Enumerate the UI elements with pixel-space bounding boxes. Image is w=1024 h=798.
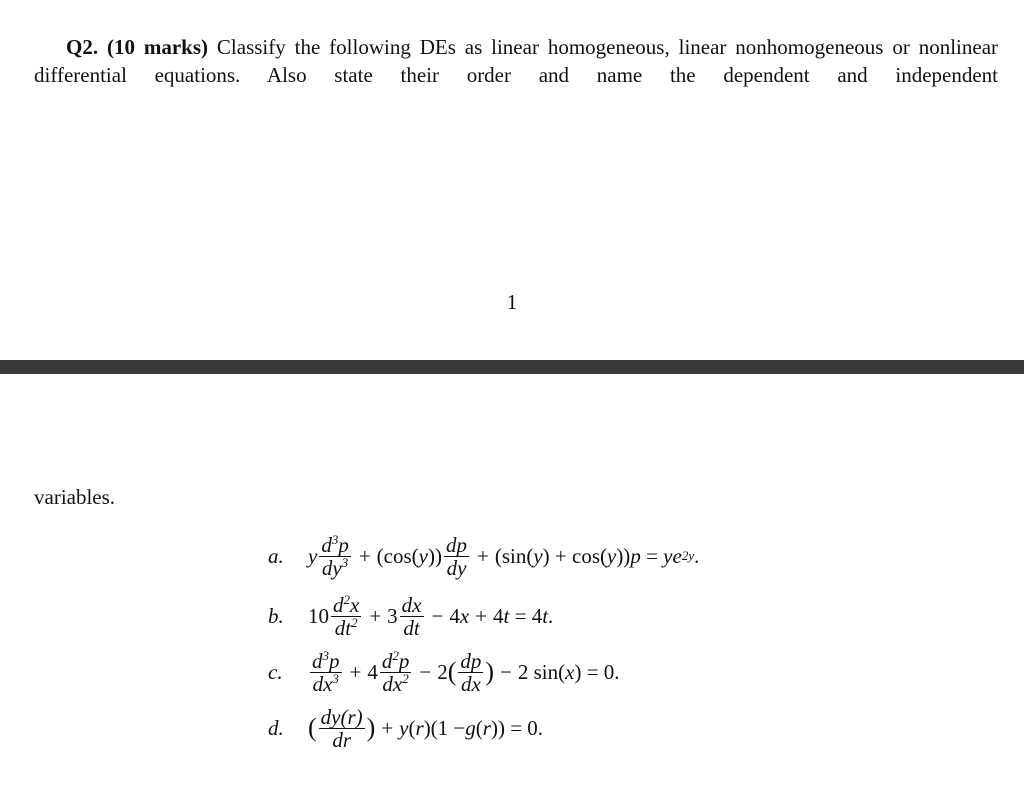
item-label-c: c.	[268, 659, 283, 684]
equation-b	[268, 588, 553, 644]
equation-d-math: ( $\frac{dy(r)}{dr}$ ) + y ( r )(1 − g ( r )) = 0.	[308, 704, 544, 752]
question-line1: Classify the following DEs as linear homogeneous, linear nonhomogeneous or	[216, 35, 910, 59]
equation-c-math: $\frac{d^3p}{dx^3}$ + 4 $\frac{d^2p}{dx^2}$ − 2 ( $\frac{dp}{dx}$ ) − 2 sin( x ) = 0.	[312, 647, 620, 696]
page-number: 1	[506, 290, 518, 314]
question-continuation: variables.	[34, 485, 116, 509]
equation-c	[268, 644, 620, 700]
page-top	[0, 0, 1024, 360]
equation-a-math: y $\frac{d^3p}{dy^3}$ + (cos( y )) $\frac{dp}{dy}$ + (sin( y ) + cos( y )) p = ye 2y .	[308, 531, 700, 580]
question-text	[34, 33, 998, 89]
question-marks: (10 marks)	[106, 35, 209, 59]
question-line2: nonlinear differential equations. Also state their order and name the dependent and independent	[34, 35, 999, 87]
equation-d	[268, 700, 543, 756]
item-label-b: b.	[268, 603, 284, 628]
question-label: Q2.	[66, 35, 99, 59]
item-label-a: a.	[268, 543, 284, 568]
item-label-d: d.	[268, 715, 284, 740]
equation-a	[268, 528, 699, 584]
equation-b-math: 10 $\frac{d^2x}{dt^2}$ + 3 $\frac{dx}{dt}$ − 4 x + 4 t = 4 t .	[308, 591, 554, 640]
page-separator	[0, 360, 1024, 374]
